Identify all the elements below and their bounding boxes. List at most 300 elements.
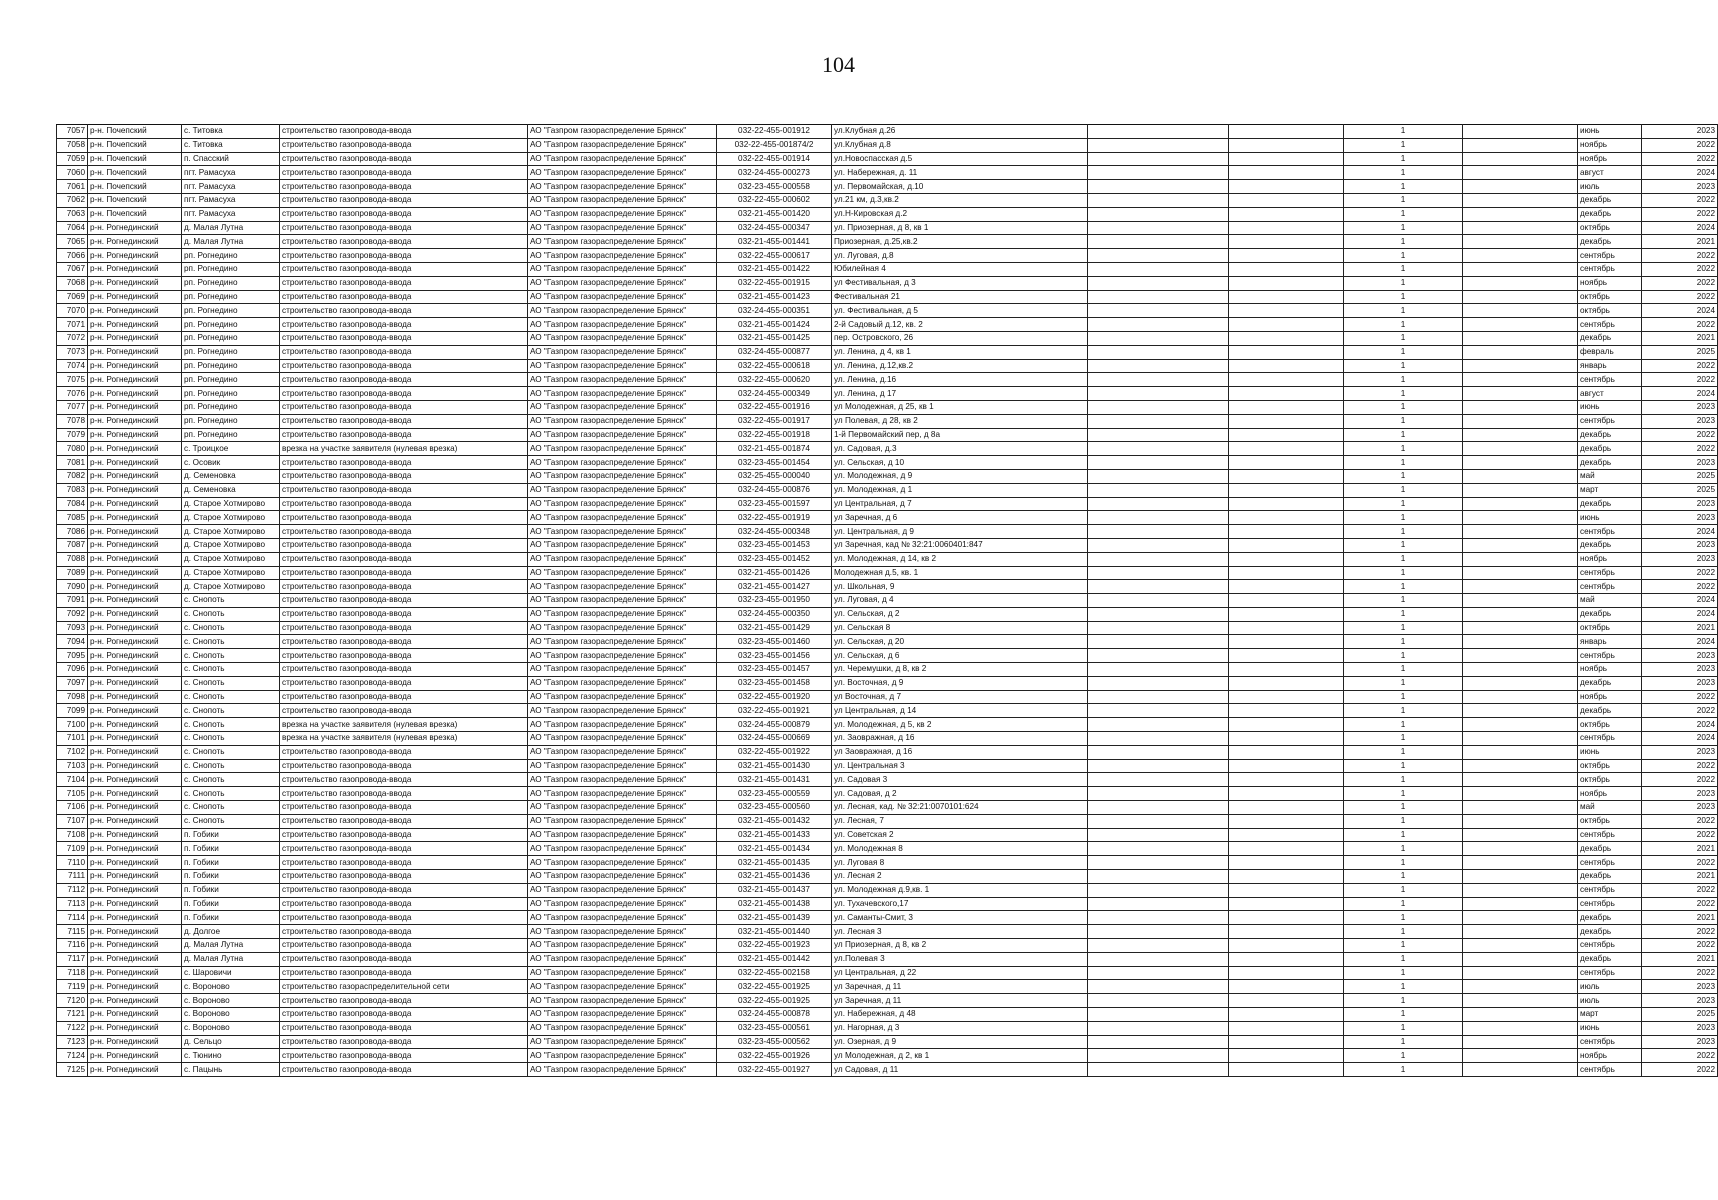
- cell-work-type: строительство газопровода-ввода: [280, 580, 528, 594]
- cell-year: 2023: [1642, 676, 1718, 690]
- cell-application-number: 032-22-455-000620: [717, 373, 832, 387]
- cell-settlement: д. Старое Хотмирово: [182, 566, 280, 580]
- cell-quantity: 1: [1344, 745, 1463, 759]
- cell-empty: [1088, 594, 1229, 608]
- cell-organization: АО "Газпром газораспределение Брянск": [528, 939, 717, 953]
- cell-number: 7080: [57, 442, 88, 456]
- cell-empty: [1088, 304, 1229, 318]
- cell-year: 2023: [1642, 745, 1718, 759]
- cell-empty: [1463, 276, 1578, 290]
- cell-settlement: с. Снопоть: [182, 704, 280, 718]
- cell-empty: [1463, 994, 1578, 1008]
- cell-work-type: строительство газопровода-ввода: [280, 690, 528, 704]
- cell-application-number: 032-22-455-001916: [717, 400, 832, 414]
- cell-month: май: [1578, 594, 1642, 608]
- table-row: [57, 676, 1718, 690]
- cell-empty: [1088, 428, 1229, 442]
- cell-empty: [1463, 814, 1578, 828]
- cell-empty: [1088, 621, 1229, 635]
- cell-organization: АО "Газпром газораспределение Брянск": [528, 442, 717, 456]
- cell-empty: [1463, 787, 1578, 801]
- cell-work-type: строительство газопровода-ввода: [280, 1049, 528, 1063]
- cell-number: 7078: [57, 414, 88, 428]
- cell-application-number: 032-24-455-000273: [717, 166, 832, 180]
- cell-empty: [1463, 759, 1578, 773]
- cell-empty: [1229, 690, 1344, 704]
- cell-quantity: 1: [1344, 483, 1463, 497]
- cell-application-number: 032-23-455-000560: [717, 801, 832, 815]
- cell-organization: АО "Газпром газораспределение Брянск": [528, 1049, 717, 1063]
- cell-settlement: рп. Рогнедино: [182, 249, 280, 263]
- table-row: [57, 125, 1718, 139]
- cell-number: 7070: [57, 304, 88, 318]
- cell-empty: [1463, 1008, 1578, 1022]
- cell-empty: [1463, 180, 1578, 194]
- cell-settlement: п. Гобики: [182, 883, 280, 897]
- cell-empty: [1463, 345, 1578, 359]
- cell-quantity: 1: [1344, 897, 1463, 911]
- cell-month: сентябрь: [1578, 1035, 1642, 1049]
- cell-organization: АО "Газпром газораспределение Брянск": [528, 828, 717, 842]
- cell-settlement: д. Малая Лутна: [182, 235, 280, 249]
- cell-application-number: 032-23-455-000562: [717, 1035, 832, 1049]
- table-row: [57, 925, 1718, 939]
- cell-quantity: 1: [1344, 373, 1463, 387]
- cell-application-number: 032-21-455-001424: [717, 318, 832, 332]
- cell-empty: [1463, 566, 1578, 580]
- cell-address: ул. Саманты-Смит, 3: [832, 911, 1088, 925]
- cell-settlement: с. Снопоть: [182, 621, 280, 635]
- cell-empty: [1229, 414, 1344, 428]
- cell-empty: [1229, 594, 1344, 608]
- cell-year: 2023: [1642, 497, 1718, 511]
- cell-month: ноябрь: [1578, 787, 1642, 801]
- cell-year: 2022: [1642, 152, 1718, 166]
- cell-work-type: врезка на участке заявителя (нулевая врезка): [280, 718, 528, 732]
- cell-empty: [1463, 870, 1578, 884]
- cell-month: октябрь: [1578, 290, 1642, 304]
- cell-work-type: строительство газопровода-ввода: [280, 331, 528, 345]
- cell-organization: АО "Газпром газораспределение Брянск": [528, 690, 717, 704]
- cell-quantity: 1: [1344, 1063, 1463, 1077]
- cell-settlement: с. Снопоть: [182, 814, 280, 828]
- cell-district: р-н. Рогнединский: [88, 759, 182, 773]
- table-row: [57, 207, 1718, 221]
- cell-year: 2023: [1642, 649, 1718, 663]
- cell-empty: [1229, 897, 1344, 911]
- cell-number: 7066: [57, 249, 88, 263]
- cell-settlement: с. Снопоть: [182, 759, 280, 773]
- cell-empty: [1463, 456, 1578, 470]
- cell-settlement: рп. Рогнедино: [182, 276, 280, 290]
- cell-empty: [1229, 276, 1344, 290]
- cell-month: ноябрь: [1578, 663, 1642, 677]
- cell-organization: АО "Газпром газораспределение Брянск": [528, 525, 717, 539]
- cell-empty: [1229, 718, 1344, 732]
- cell-empty: [1088, 497, 1229, 511]
- cell-year: 2022: [1642, 966, 1718, 980]
- table-row: [57, 525, 1718, 539]
- cell-empty: [1229, 856, 1344, 870]
- cell-empty: [1463, 193, 1578, 207]
- cell-number: 7077: [57, 400, 88, 414]
- cell-settlement: с. Снопоть: [182, 745, 280, 759]
- table-row: [57, 663, 1718, 677]
- cell-settlement: с. Снопоть: [182, 663, 280, 677]
- cell-settlement: д. Семеновка: [182, 483, 280, 497]
- cell-empty: [1088, 828, 1229, 842]
- cell-work-type: строительство газопровода-ввода: [280, 704, 528, 718]
- cell-quantity: 1: [1344, 649, 1463, 663]
- cell-empty: [1088, 842, 1229, 856]
- cell-year: 2021: [1642, 952, 1718, 966]
- cell-empty: [1229, 566, 1344, 580]
- cell-empty: [1229, 138, 1344, 152]
- cell-month: июнь: [1578, 511, 1642, 525]
- table-row: [57, 828, 1718, 842]
- cell-work-type: строительство газопровода-ввода: [280, 552, 528, 566]
- cell-quantity: 1: [1344, 635, 1463, 649]
- cell-address: ул. Первомайская, д.10: [832, 180, 1088, 194]
- table-row: [57, 842, 1718, 856]
- cell-settlement: с. Снопоть: [182, 594, 280, 608]
- cell-application-number: 032-24-455-000348: [717, 525, 832, 539]
- cell-year: 2022: [1642, 690, 1718, 704]
- cell-empty: [1088, 359, 1229, 373]
- cell-organization: АО "Газпром газораспределение Брянск": [528, 663, 717, 677]
- cell-empty: [1088, 663, 1229, 677]
- cell-work-type: строительство газопровода-ввода: [280, 304, 528, 318]
- cell-month: октябрь: [1578, 621, 1642, 635]
- cell-district: р-н. Рогнединский: [88, 359, 182, 373]
- cell-year: 2023: [1642, 414, 1718, 428]
- cell-number: 7069: [57, 290, 88, 304]
- table-row: [57, 1063, 1718, 1077]
- cell-empty: [1229, 994, 1344, 1008]
- cell-number: 7072: [57, 331, 88, 345]
- cell-empty: [1088, 911, 1229, 925]
- cell-empty: [1088, 952, 1229, 966]
- cell-empty: [1088, 276, 1229, 290]
- cell-empty: [1088, 345, 1229, 359]
- cell-empty: [1229, 870, 1344, 884]
- cell-address: ул.Новоспасская д.5: [832, 152, 1088, 166]
- cell-application-number: 032-21-455-001426: [717, 566, 832, 580]
- cell-address: ул Заречная, д 11: [832, 980, 1088, 994]
- cell-application-number: 032-24-455-000349: [717, 387, 832, 401]
- cell-empty: [1229, 221, 1344, 235]
- cell-address: ул. Молодежная, д 9: [832, 469, 1088, 483]
- cell-empty: [1229, 290, 1344, 304]
- cell-district: р-н. Рогнединский: [88, 883, 182, 897]
- cell-number: 7096: [57, 663, 88, 677]
- cell-address: ул Фестивальная, д 3: [832, 276, 1088, 290]
- cell-year: 2023: [1642, 180, 1718, 194]
- cell-settlement: пгт. Рамасуха: [182, 207, 280, 221]
- cell-empty: [1463, 207, 1578, 221]
- cell-number: 7106: [57, 801, 88, 815]
- cell-settlement: д. Старое Хотмирово: [182, 538, 280, 552]
- cell-application-number: 032-24-455-000350: [717, 607, 832, 621]
- cell-number: 7063: [57, 207, 88, 221]
- cell-month: декабрь: [1578, 607, 1642, 621]
- cell-work-type: строительство газопровода-ввода: [280, 828, 528, 842]
- cell-settlement: с. Снопоть: [182, 718, 280, 732]
- cell-year: 2023: [1642, 1035, 1718, 1049]
- cell-work-type: строительство газопровода-ввода: [280, 883, 528, 897]
- cell-organization: АО "Газпром газораспределение Брянск": [528, 594, 717, 608]
- cell-empty: [1463, 290, 1578, 304]
- cell-work-type: строительство газопровода-ввода: [280, 801, 528, 815]
- cell-month: декабрь: [1578, 842, 1642, 856]
- cell-month: декабрь: [1578, 704, 1642, 718]
- cell-month: декабрь: [1578, 428, 1642, 442]
- cell-year: 2022: [1642, 580, 1718, 594]
- cell-empty: [1088, 759, 1229, 773]
- cell-month: сентябрь: [1578, 649, 1642, 663]
- cell-year: 2022: [1642, 359, 1718, 373]
- cell-empty: [1229, 359, 1344, 373]
- cell-empty: [1463, 497, 1578, 511]
- cell-year: 2023: [1642, 801, 1718, 815]
- cell-year: 2022: [1642, 428, 1718, 442]
- cell-work-type: строительство газопровода-ввода: [280, 125, 528, 139]
- cell-year: 2022: [1642, 814, 1718, 828]
- cell-address: ул. Сельская, д 10: [832, 456, 1088, 470]
- cell-year: 2022: [1642, 290, 1718, 304]
- cell-number: 7086: [57, 525, 88, 539]
- cell-month: октябрь: [1578, 304, 1642, 318]
- cell-district: р-н. Почепский: [88, 138, 182, 152]
- cell-settlement: рп. Рогнедино: [182, 373, 280, 387]
- cell-empty: [1229, 469, 1344, 483]
- cell-organization: АО "Газпром газораспределение Брянск": [528, 125, 717, 139]
- cell-quantity: 1: [1344, 787, 1463, 801]
- cell-quantity: 1: [1344, 290, 1463, 304]
- cell-organization: АО "Газпром газораспределение Брянск": [528, 745, 717, 759]
- cell-settlement: рп. Рогнедино: [182, 304, 280, 318]
- cell-district: р-н. Рогнединский: [88, 911, 182, 925]
- cell-address: ул Центральная, д 22: [832, 966, 1088, 980]
- cell-address: ул Заовражная, д 16: [832, 745, 1088, 759]
- cell-empty: [1463, 400, 1578, 414]
- cell-district: р-н. Рогнединский: [88, 925, 182, 939]
- cell-address: ул. Ленина, д.12,кв.2: [832, 359, 1088, 373]
- cell-number: 7075: [57, 373, 88, 387]
- cell-work-type: строительство газопровода-ввода: [280, 925, 528, 939]
- cell-address: 1-й Первомайский пер, д 8а: [832, 428, 1088, 442]
- cell-quantity: 1: [1344, 952, 1463, 966]
- cell-empty: [1463, 138, 1578, 152]
- cell-application-number: 032-21-455-001420: [717, 207, 832, 221]
- cell-number: 7074: [57, 359, 88, 373]
- cell-district: р-н. Рогнединский: [88, 952, 182, 966]
- cell-number: 7067: [57, 262, 88, 276]
- cell-month: декабрь: [1578, 207, 1642, 221]
- cell-settlement: д. Сельцо: [182, 1035, 280, 1049]
- cell-settlement: рп. Рогнедино: [182, 262, 280, 276]
- cell-work-type: строительство газопровода-ввода: [280, 745, 528, 759]
- cell-number: 7071: [57, 318, 88, 332]
- cell-year: 2023: [1642, 456, 1718, 470]
- cell-number: 7124: [57, 1049, 88, 1063]
- cell-address: 2-й Садовый д.12, кв. 2: [832, 318, 1088, 332]
- table-row: [57, 1008, 1718, 1022]
- cell-empty: [1229, 980, 1344, 994]
- cell-organization: АО "Газпром газораспределение Брянск": [528, 1021, 717, 1035]
- table-row: [57, 801, 1718, 815]
- table-row: [57, 649, 1718, 663]
- cell-district: р-н. Рогнединский: [88, 607, 182, 621]
- cell-district: р-н. Рогнединский: [88, 732, 182, 746]
- table-row: [57, 552, 1718, 566]
- cell-work-type: строительство газопровода-ввода: [280, 456, 528, 470]
- cell-quantity: 1: [1344, 676, 1463, 690]
- cell-month: июнь: [1578, 125, 1642, 139]
- cell-work-type: строительство газопровода-ввода: [280, 814, 528, 828]
- cell-number: 7082: [57, 469, 88, 483]
- cell-organization: АО "Газпром газораспределение Брянск": [528, 856, 717, 870]
- cell-quantity: 1: [1344, 552, 1463, 566]
- registry-table: [56, 124, 1718, 1077]
- cell-settlement: п. Гобики: [182, 911, 280, 925]
- cell-work-type: строительство газопровода-ввода: [280, 594, 528, 608]
- cell-empty: [1229, 801, 1344, 815]
- cell-month: март: [1578, 1008, 1642, 1022]
- cell-address: ул. Ленина, д.16: [832, 373, 1088, 387]
- cell-year: 2024: [1642, 304, 1718, 318]
- table-row: [57, 773, 1718, 787]
- cell-number: 7114: [57, 911, 88, 925]
- cell-settlement: п. Гобики: [182, 870, 280, 884]
- cell-empty: [1088, 511, 1229, 525]
- cell-month: декабрь: [1578, 497, 1642, 511]
- cell-empty: [1229, 732, 1344, 746]
- cell-quantity: 1: [1344, 442, 1463, 456]
- cell-application-number: 032-22-455-001925: [717, 994, 832, 1008]
- table-row: [57, 1035, 1718, 1049]
- cell-empty: [1463, 952, 1578, 966]
- cell-district: р-н. Рогнединский: [88, 980, 182, 994]
- cell-district: р-н. Почепский: [88, 125, 182, 139]
- cell-district: р-н. Рогнединский: [88, 456, 182, 470]
- cell-empty: [1463, 745, 1578, 759]
- cell-quantity: 1: [1344, 276, 1463, 290]
- cell-empty: [1229, 511, 1344, 525]
- cell-year: 2022: [1642, 262, 1718, 276]
- cell-work-type: строительство газопровода-ввода: [280, 359, 528, 373]
- cell-quantity: 1: [1344, 870, 1463, 884]
- cell-district: р-н. Рогнединский: [88, 525, 182, 539]
- cell-application-number: 032-22-455-001927: [717, 1063, 832, 1077]
- cell-settlement: с. Снопоть: [182, 635, 280, 649]
- cell-district: р-н. Рогнединский: [88, 290, 182, 304]
- cell-quantity: 1: [1344, 428, 1463, 442]
- cell-organization: АО "Газпром газораспределение Брянск": [528, 387, 717, 401]
- cell-quantity: 1: [1344, 883, 1463, 897]
- cell-year: 2022: [1642, 1049, 1718, 1063]
- cell-empty: [1463, 331, 1578, 345]
- cell-number: 7125: [57, 1063, 88, 1077]
- cell-year: 2023: [1642, 787, 1718, 801]
- cell-year: 2024: [1642, 635, 1718, 649]
- cell-empty: [1088, 580, 1229, 594]
- cell-year: 2022: [1642, 828, 1718, 842]
- cell-month: май: [1578, 801, 1642, 815]
- cell-number: 7122: [57, 1021, 88, 1035]
- cell-settlement: с. Снопоть: [182, 773, 280, 787]
- cell-quantity: 1: [1344, 911, 1463, 925]
- cell-quantity: 1: [1344, 166, 1463, 180]
- cell-district: р-н. Рогнединский: [88, 814, 182, 828]
- cell-empty: [1088, 193, 1229, 207]
- cell-number: 7079: [57, 428, 88, 442]
- table-row: [57, 428, 1718, 442]
- cell-work-type: строительство газопровода-ввода: [280, 1063, 528, 1077]
- cell-organization: АО "Газпром газораспределение Брянск": [528, 897, 717, 911]
- cell-application-number: 032-24-455-000669: [717, 732, 832, 746]
- cell-address: ул Центральная, д 14: [832, 704, 1088, 718]
- cell-quantity: 1: [1344, 497, 1463, 511]
- cell-organization: АО "Газпром газораспределение Брянск": [528, 842, 717, 856]
- cell-district: р-н. Почепский: [88, 166, 182, 180]
- cell-district: р-н. Рогнединский: [88, 621, 182, 635]
- cell-number: 7057: [57, 125, 88, 139]
- cell-district: р-н. Рогнединский: [88, 787, 182, 801]
- cell-application-number: 032-22-455-000602: [717, 193, 832, 207]
- cell-settlement: рп. Рогнедино: [182, 345, 280, 359]
- cell-empty: [1229, 262, 1344, 276]
- cell-address: ул Центральная, д 7: [832, 497, 1088, 511]
- cell-empty: [1088, 897, 1229, 911]
- cell-month: декабрь: [1578, 538, 1642, 552]
- cell-organization: АО "Газпром газораспределение Брянск": [528, 952, 717, 966]
- cell-application-number: 032-22-455-001922: [717, 745, 832, 759]
- cell-application-number: 032-22-455-001874/2: [717, 138, 832, 152]
- cell-year: 2022: [1642, 318, 1718, 332]
- cell-district: р-н. Рогнединский: [88, 428, 182, 442]
- cell-number: 7073: [57, 345, 88, 359]
- cell-number: 7068: [57, 276, 88, 290]
- cell-settlement: рп. Рогнедино: [182, 428, 280, 442]
- cell-work-type: строительство газопровода-ввода: [280, 428, 528, 442]
- cell-empty: [1088, 1021, 1229, 1035]
- cell-address: ул. Луговая, д 4: [832, 594, 1088, 608]
- cell-district: р-н. Почепский: [88, 193, 182, 207]
- cell-quantity: 1: [1344, 663, 1463, 677]
- cell-work-type: строительство газопровода-ввода: [280, 262, 528, 276]
- cell-address: ул Приозерная, д 8, кв 2: [832, 939, 1088, 953]
- cell-year: 2024: [1642, 594, 1718, 608]
- cell-organization: АО "Газпром газораспределение Брянск": [528, 166, 717, 180]
- cell-month: сентябрь: [1578, 856, 1642, 870]
- cell-settlement: д. Старое Хотмирово: [182, 552, 280, 566]
- cell-address: ул. Черемушки, д 8, кв 2: [832, 663, 1088, 677]
- cell-empty: [1088, 870, 1229, 884]
- cell-work-type: строительство газораспределительной сети: [280, 980, 528, 994]
- cell-empty: [1229, 180, 1344, 194]
- cell-month: декабрь: [1578, 235, 1642, 249]
- cell-empty: [1463, 249, 1578, 263]
- cell-application-number: 032-22-455-001917: [717, 414, 832, 428]
- cell-month: сентябрь: [1578, 566, 1642, 580]
- cell-organization: АО "Газпром газораспределение Брянск": [528, 483, 717, 497]
- cell-number: 7100: [57, 718, 88, 732]
- cell-year: 2022: [1642, 883, 1718, 897]
- cell-settlement: с. Титовка: [182, 138, 280, 152]
- cell-month: декабрь: [1578, 193, 1642, 207]
- cell-work-type: строительство газопровода-ввода: [280, 566, 528, 580]
